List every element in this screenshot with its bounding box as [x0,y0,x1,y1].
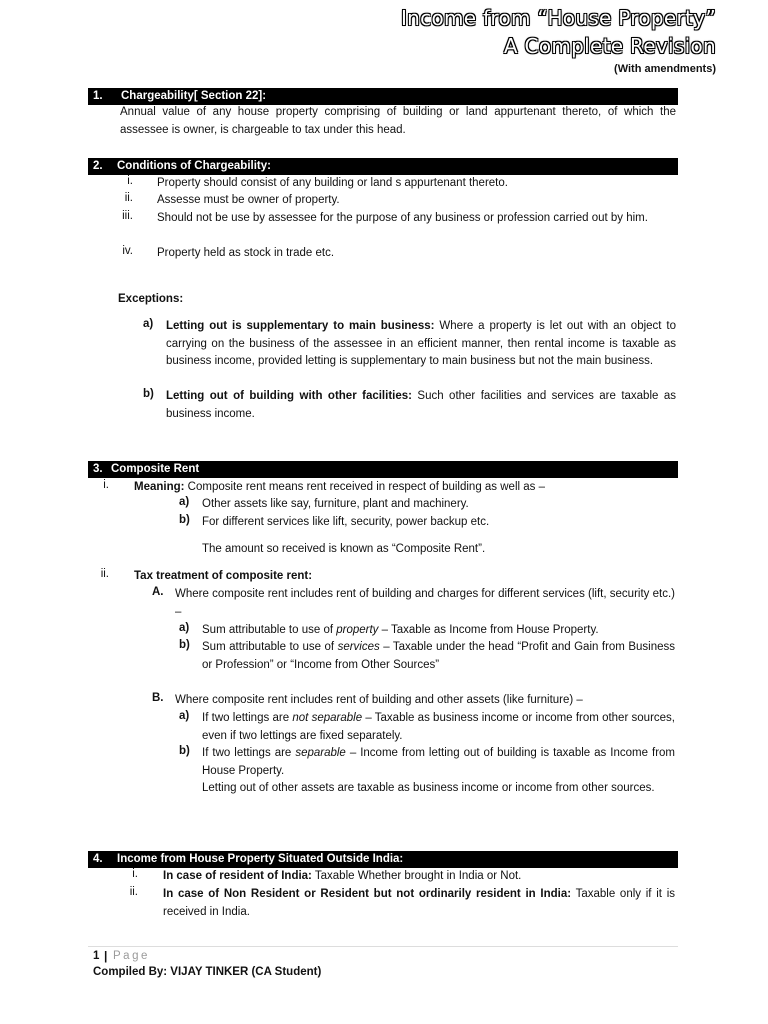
list-item [163,868,675,886]
list-letter: a) [179,622,190,634]
section-number: 4. [93,853,103,865]
list-number: ii. [129,886,138,898]
exception-text: Where a property is let out with an object to carrying on the business of the assessee in an efficient manner, then rental income is taxable as business income, provided letting is supplementary to main business but not the main business. [166,320,676,367]
list-item [202,622,675,640]
list-letter: b) [179,639,190,651]
other-assets-note: Letting out of other assets are taxable as business income or income from other sources. [202,782,655,794]
item-emphasis: not separable [292,712,363,724]
list-number: ii. [124,192,133,204]
list-number: i. [132,868,138,880]
list-item [163,886,675,921]
section-1-heading [88,88,678,105]
item-text: – Taxable under the head “Profit and Gain from Business or Profession” or “Income from Other Sources” [202,641,675,671]
case-a-text: Where composite rent includes rent of building and charges for different services (lift, security etc.) – [175,588,675,618]
item-heading: In case of Non Resident or Resident but not ordinarily resident in India: [163,888,572,900]
compiled-by: Compiled By: VIJAY TINKER (CA Student) [93,966,322,978]
item-heading: In case of resident of India: [163,870,312,882]
list-number: ii. [100,568,109,580]
section-title: Conditions of Chargeability: [117,160,271,172]
section-title: Income from House Property Situated Outside India: [117,853,404,865]
item-text: Sum attributable to use of [202,624,337,636]
section-number: 2. [93,160,103,172]
list-letter: a) [179,496,190,508]
section-number: 1. [93,90,103,102]
item-emphasis: separable [295,747,346,759]
list-item: Property held as stock in trade etc. [157,247,335,259]
item-emphasis: property [336,624,379,636]
footer-divider [88,946,678,947]
tax-treatment-title: Tax treatment of composite rent: [134,570,313,582]
section-3-heading [88,461,678,478]
case-b-text: Where composite rent includes rent of building and other assets (like furniture) – [175,694,583,706]
exception-item [166,318,676,371]
section-title: Chargeability[ Section 22]: [121,90,267,102]
list-letter: a) [143,318,154,330]
section-title: Composite Rent [111,463,200,475]
list-letter: A. [152,586,164,598]
item-text: – Income from letting out of building is taxable as Income from House Property. [202,747,675,777]
exception-text: Such other facilities and services are taxable as business income. [166,390,676,420]
item-text: Sum attributable to use of [202,641,338,653]
exception-item [166,388,676,423]
section-1-body: Annual value of any house property comprising of building or land appurtenant thereto, of which the assessee is owner, is chargeable to tax under this head. [120,106,676,136]
list-item [202,745,675,780]
meaning-line [134,479,674,497]
item-text: – Taxable as business income or income from other sources, even if two lettings are fixed separately. [202,712,675,742]
list-item [202,639,675,674]
page-label: Page [113,950,150,962]
item-text: Taxable only if it is received in India. [163,888,675,918]
list-letter: a) [179,710,190,722]
list-letter: b) [143,388,154,400]
list-item: Property should consist of any building or land s appurtenant thereto. [157,177,508,189]
page-separator: | [104,949,108,963]
list-item [202,710,675,745]
list-item: Should not be use by assessee for the purpose of any business or profession carried out by him. [157,212,648,224]
document-title-line2: A Complete Revision [503,34,716,58]
section-number: 3. [93,463,103,475]
exception-heading: Letting out is supplementary to main business: [166,320,435,332]
list-number: i. [127,175,133,187]
item-text: If two lettings are [202,712,293,724]
list-number: i. [103,479,109,491]
section-4-heading [88,851,678,868]
document-subtitle: (With amendments) [614,63,716,75]
list-item: Other assets like say, furniture, plant and machinery. [202,498,469,510]
composite-rent-definition: The amount so received is known as “Composite Rent”. [202,543,486,555]
list-number: iv. [122,245,133,257]
page-number: 1 [93,950,100,962]
exceptions-label: Exceptions: [118,293,184,305]
list-letter: b) [179,745,190,757]
item-text: If two lettings are [202,747,296,759]
meaning-text: Composite rent means rent received in respect of building as well as – [184,481,545,493]
item-text: – Taxable as Income from House Property. [378,624,599,636]
item-text: Taxable Whether brought in India or Not. [311,870,522,882]
meaning-label: Meaning: [134,481,185,493]
item-emphasis: services [337,641,380,653]
list-letter: b) [179,514,190,526]
list-item: Assesse must be owner of property. [157,194,340,206]
list-item: For different services like lift, security, power backup etc. [202,516,490,528]
list-letter: B. [152,692,164,704]
document-title-line1: Income from “House Property” [400,6,716,30]
section-2-heading [88,158,678,175]
exception-heading: Letting out of building with other facilities: [166,390,412,402]
list-number: iii. [122,210,133,222]
